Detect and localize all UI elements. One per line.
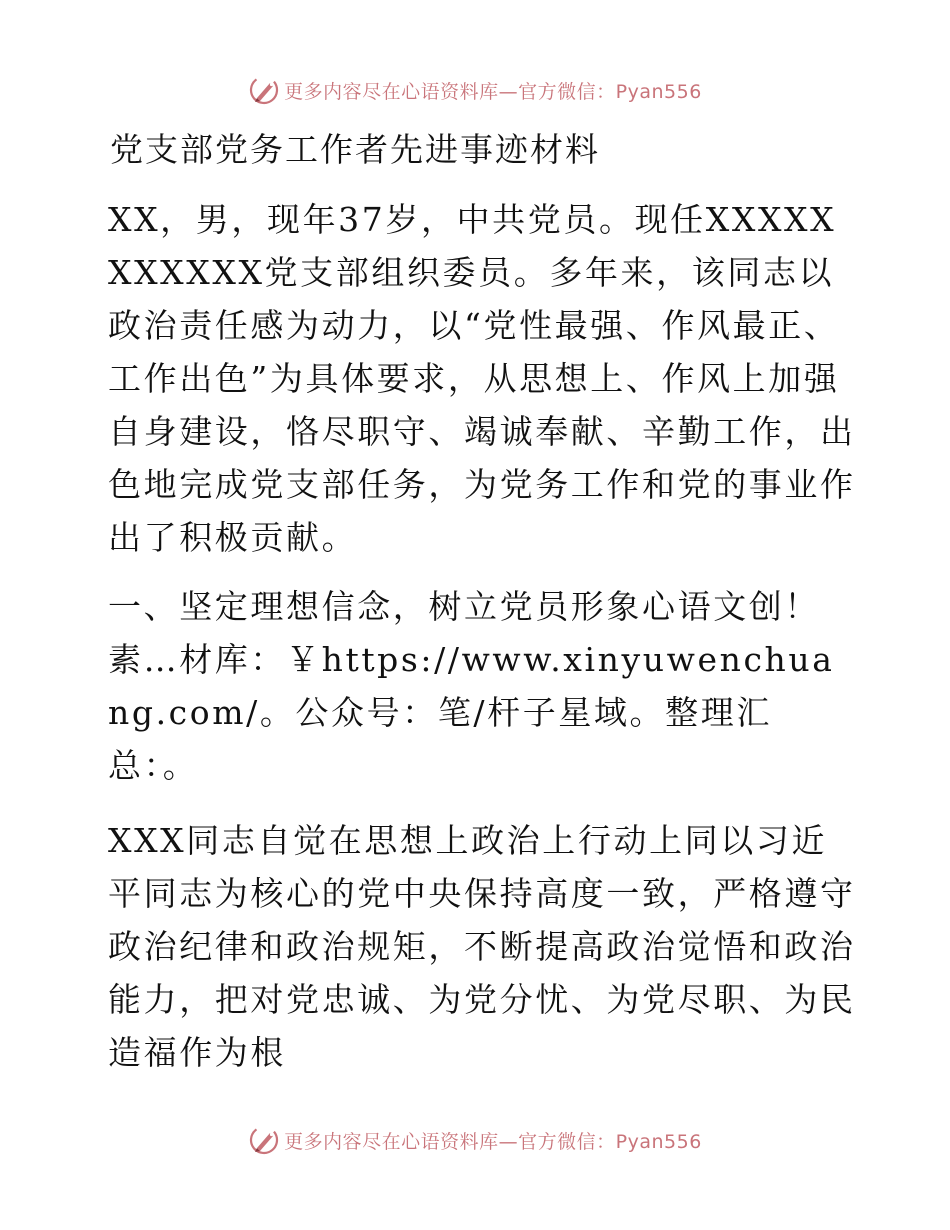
- document-title: 党支部党务工作者先进事迹材料: [110, 130, 600, 169]
- document-body: [96, 124, 856, 1079]
- section-heading-1: 一、坚定理想信念，树立党员形象心语文创！素…材库：￥https://www.xinyuwenchuang.com/。公众号：笔/杆子星域。整理汇总：。: [108, 587, 835, 785]
- pen-logo-icon: [248, 74, 280, 106]
- watermark-text: 更多内容尽在心语资料库—官方微信：Pyan556: [284, 80, 702, 103]
- watermark-banner-bottom: [0, 1120, 950, 1160]
- watermark-banner-top: [0, 70, 950, 110]
- watermark-group: [248, 1124, 702, 1156]
- pen-logo-icon: [248, 1124, 280, 1156]
- paragraph-intro: XX，男，现年37岁，中共党员。现任XXXXXXXXXXX党支部组织委员。多年来，该同志以政治责任感为动力，以“党性最强、作风最正、工作出色”为具体要求，从思想上、作风上加强自身建设，恪尽职守、竭诚奉献、辛勤工作，出色地完成党支部任务，为党务工作和党的事业作出了积极贡献。: [108, 200, 856, 557]
- watermark-group: [248, 74, 702, 106]
- watermark-text: 更多内容尽在心语资料库—官方微信：Pyan556: [284, 1130, 702, 1153]
- paragraph-body: XXX同志自觉在思想上政治上行动上同以习近平同志为核心的党中央保持高度一致，严格遵守政治纪律和政治规矩，不断提高政治觉悟和政治能力，把对党忠诚、为党分忧、为党尽职、为民造福作为根: [108, 821, 856, 1072]
